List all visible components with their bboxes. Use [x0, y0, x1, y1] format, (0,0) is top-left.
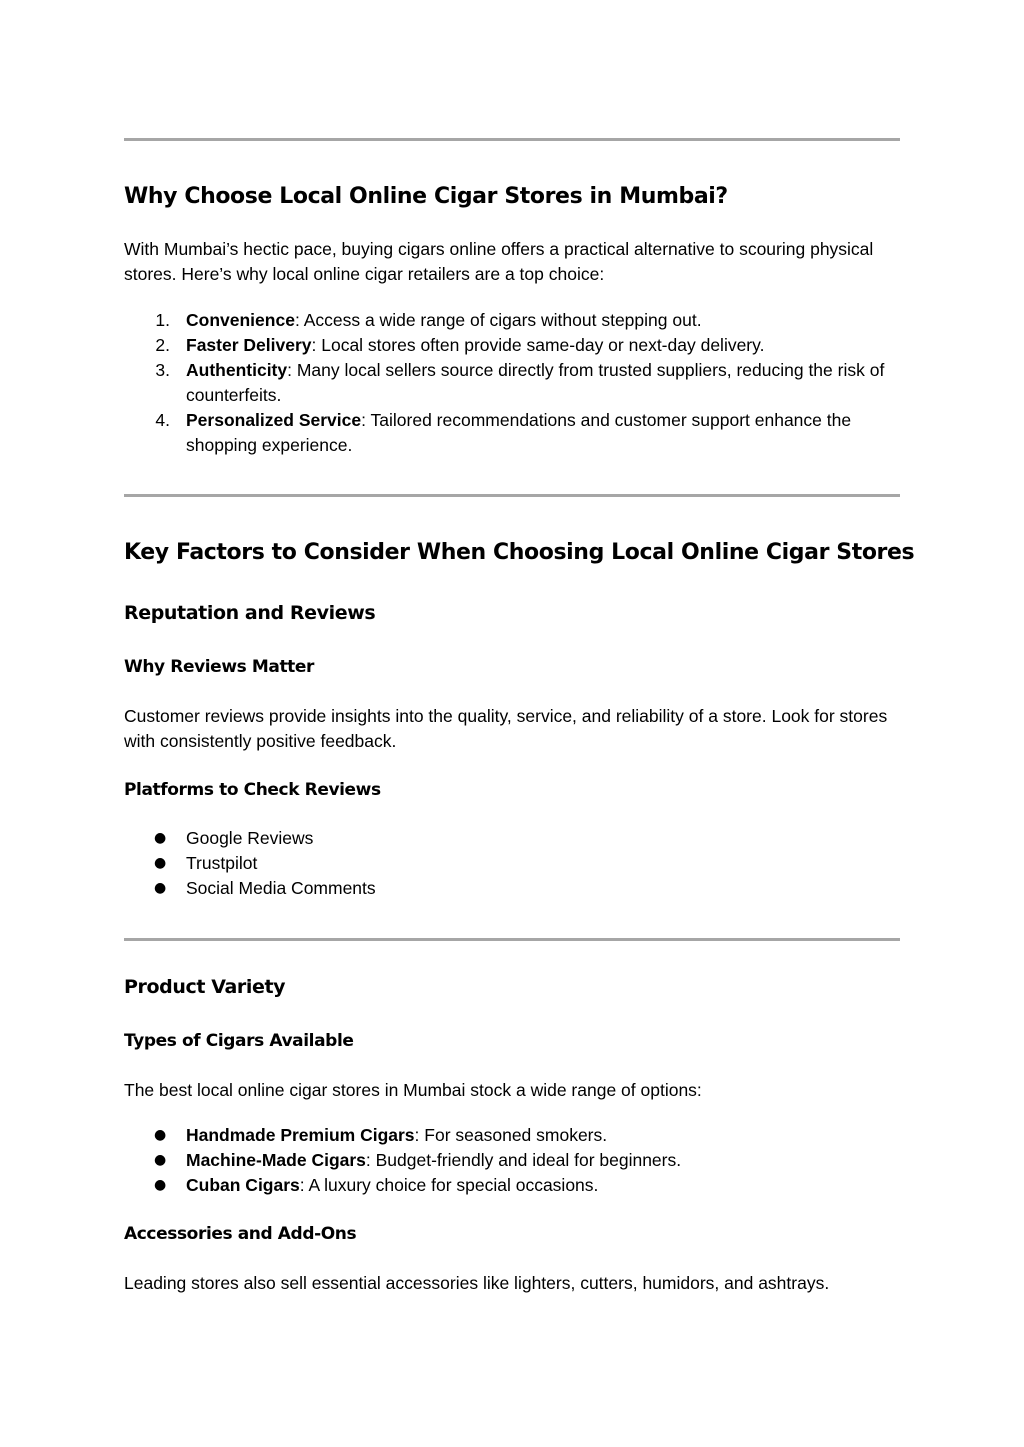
bullet-icon: ● [154, 1127, 167, 1143]
item-term: Faster Delivery [186, 335, 312, 355]
reasons-list [124, 308, 900, 458]
list-number: 2. [155, 335, 170, 355]
paragraph-why-intro: With Mumbai’s hectic pace, buying cigars online offers a practical alternative to scouring physical stores. Here’s why local online cigar retailers are a top choice: [124, 239, 874, 284]
paragraph-reviews: Customer reviews provide insights into the quality, service, and reliability of a store. Look for stores with consistently positive feedback. [124, 706, 888, 751]
list-item [124, 826, 900, 851]
heading-why-choose: Why Choose Local Online Cigar Stores in Mumbai? [124, 184, 728, 209]
list-item [124, 408, 900, 458]
heading-why-reviews: Why Reviews Matter [124, 657, 315, 677]
list-item [124, 876, 900, 901]
bullet-icon: ● [154, 830, 167, 846]
list-number: 1. [155, 310, 170, 330]
item-term: Handmade Premium Cigars [186, 1125, 415, 1145]
item-description: : Local stores often provide same-day or next-day delivery. [311, 335, 765, 355]
bullet-icon: ● [154, 880, 167, 896]
item-term: Personalized Service [186, 410, 362, 430]
bullet-icon: ● [154, 1152, 167, 1168]
section-divider [124, 138, 900, 141]
list-item [124, 308, 900, 333]
platform-name: Trustpilot [186, 853, 258, 873]
list-item [124, 358, 900, 408]
item-description: : Access a wide range of cigars without stepping out. [294, 310, 702, 330]
paragraph-accessories: Leading stores also sell essential accessories like lighters, cutters, humidors, and ashtrays. [124, 1273, 830, 1293]
section-divider [124, 938, 900, 941]
bullet-icon: ● [154, 855, 167, 871]
platform-name: Google Reviews [186, 828, 314, 848]
list-item [124, 1173, 900, 1198]
platforms-list [124, 826, 900, 901]
item-description: : Many local sellers source directly from trusted suppliers, reducing the risk of counterfeits. [186, 360, 885, 405]
heading-reputation: Reputation and Reviews [124, 602, 376, 624]
bullet-icon: ● [154, 1177, 167, 1193]
item-term: Machine-Made Cigars [186, 1150, 366, 1170]
heading-accessories: Accessories and Add-Ons [124, 1224, 357, 1244]
section-divider [124, 494, 900, 497]
heading-product-variety: Product Variety [124, 976, 286, 998]
heading-key-factors: Key Factors to Consider When Choosing Local Online Cigar Stores [124, 540, 915, 565]
cigar-types-list [124, 1123, 900, 1198]
list-item [124, 1123, 900, 1148]
list-item [124, 333, 900, 358]
list-number: 3. [155, 360, 170, 380]
heading-types-of-cigars: Types of Cigars Available [124, 1031, 354, 1051]
list-item [124, 1148, 900, 1173]
item-description: : For seasoned smokers. [414, 1125, 608, 1145]
item-description: : Tailored recommendations and customer support enhance the shopping experience. [186, 410, 852, 455]
list-number: 4. [155, 410, 170, 430]
item-description: : A luxury choice for special occasions. [299, 1175, 599, 1195]
item-description: : Budget-friendly and ideal for beginners. [365, 1150, 682, 1170]
item-term: Authenticity [186, 360, 288, 380]
platform-name: Social Media Comments [186, 878, 376, 898]
list-item [124, 851, 900, 876]
paragraph-types-intro: The best local online cigar stores in Mumbai stock a wide range of options: [124, 1080, 702, 1100]
item-term: Convenience [186, 310, 295, 330]
item-term: Cuban Cigars [186, 1175, 300, 1195]
heading-platforms: Platforms to Check Reviews [124, 780, 381, 800]
